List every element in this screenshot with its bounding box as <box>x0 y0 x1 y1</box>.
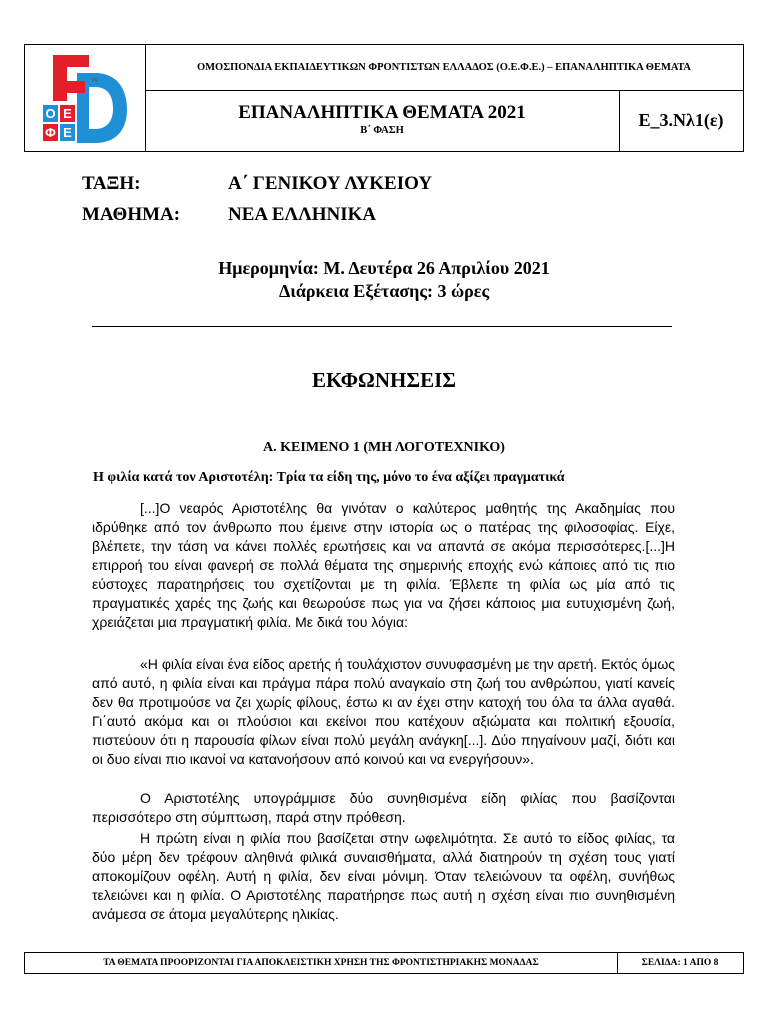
logo-letter-f: Φ <box>45 125 56 140</box>
organization-name: ΟΜΟΣΠΟΝΔΙΑ ΕΚΠΑΙΔΕΥΤΙΚΩΝ ΦΡΟΝΤΙΣΤΩΝ ΕΛΛΑΔΟΣ (Ο.Ε.Φ.Ε.) – ΕΠΑΝΑΛΗΠΤΙΚΑ ΘΕΜΑΤΑ <box>145 45 743 91</box>
oefe-logo <box>43 51 129 145</box>
text-heading: Α. ΚΕΙΜΕΝΟ 1 (ΜΗ ΛΟΓΟΤΕΧΝΙΚΟ) <box>263 440 505 455</box>
class-label: ΤΑΞΗ: <box>82 173 141 194</box>
page-number: ΣΕΛΙΔΑ: 1 ΑΠΟ 8 <box>641 958 719 968</box>
footer-notice: ΤΑ ΘΕΜΑΤΑ ΠΡΟΟΡΙΖΟΝΤΑΙ ΓΙΑ ΑΠΟΚΛΕΙΣΤΙΚΗ ΧΡΗΣΗ ΤΗΣ ΦΡΟΝΤΙΣΤΗΡΙΑΚΗΣ ΜΟΝΑΔΑΣ <box>25 953 618 973</box>
paragraph-1: [...]Ο νεαρός Αριστοτέλης θα γινόταν ο καλύτερος μαθητής της Ακαδημίας που ιδρύθηκε από τον άνθρωπο που έμεινε στην ιστορία ως ο πατέρας της φιλοσοφίας. Είχε, βλέπετε, την τάση να κάνει πολλές ερωτήσεις και να απαντά σε ακόμα περισσότερες.[...]Η επιρροή του είναι φανερή σε πολλά θέματα της σημερινής εποχής ενώ κάποιες από τις πιο εύστοχες παρατηρήσεις του σχετίζονται με τη φιλία. Έβλεπε τη φιλία ως μία από τις πραγματικές χαρές της ζωής και θεωρούσε πως για να ζήσει κάποιος μια ευτυχισμένη ζωή, χρειάζεται μια πραγματική φιλία. Με δικά του λόγια: <box>92 500 675 630</box>
paragraph-4: Η πρώτη είναι η φιλία που βασίζεται στην ωφελιμότητα. Σε αυτό το είδος φιλίας, τα δύο μέρη δεν τρέφουν αληθινά φιλικά συναισθήματα, αλλά διατηρούν τη σχέση τους γιατί αποκομίζουν οφέλη. Αυτή η φιλία, δεν είναι μόνιμη. Όταν τελειώνουν τα οφέλη, συνήθως τελειώνει και η φιλία. Ο Αριστοτέλης παρατήρησε πως αυτή η σχέση είναι πιο συνηθισμένη ανάμεσα σε άτομα μεγαλύτερης ηλικίας. <box>92 830 675 922</box>
logo-trademark: TM <box>91 78 99 84</box>
class-line <box>82 173 432 195</box>
logo-letter-e1: Ε <box>63 106 72 121</box>
document-header <box>24 44 744 152</box>
article-title: Η φιλία κατά τον Αριστοτέλη: Τρία τα είδη της, μόνο το ένα αξίζει πραγματικά <box>93 470 565 485</box>
paragraph-3: Ο Αριστοτέλης υπογράμμισε δύο συνηθισμένα είδη φιλίας που βασίζονται περισσότερο στη σύμπτωση, παρά στην πρόθεση. <box>92 790 675 825</box>
exam-duration: Διάρκεια Εξέτασης: 3 ώρες <box>278 281 490 301</box>
exam-phase: Β΄ ΦΑΣΗ <box>360 125 404 136</box>
title-cell <box>145 90 620 151</box>
logo-letter-e2: Ε <box>63 125 72 140</box>
class-value: Α΄ ΓΕΝΙΚΟΥ ΛΥΚΕΙΟΥ <box>228 173 433 194</box>
subject-line <box>82 204 376 226</box>
logo-cell <box>25 45 146 151</box>
section-title: ΕΚΦΩΝΗΣΕΙΣ <box>311 368 457 392</box>
logo-letter-o: Ο <box>45 106 56 121</box>
document-footer <box>24 952 744 974</box>
exam-title: ΕΠΑΝΑΛΗΠΤΙΚΑ ΘΕΜΑΤΑ 2021 <box>238 102 526 123</box>
subject-value: ΝΕΑ ΕΛΛΗΝΙΚΑ <box>228 204 377 225</box>
subject-label: ΜΑΘΗΜΑ: <box>82 204 181 225</box>
exam-code: Ε_3.Νλ1(ε) <box>638 110 724 130</box>
separator-line <box>92 326 672 327</box>
exam-date: Ημερομηνία: Μ. Δευτέρα 26 Απριλίου 2021 <box>218 258 550 278</box>
paragraph-2: «Η φιλία είναι ένα είδος αρετής ή τουλάχιστον συνυφασμένη με την αρετή. Εκτός όμως από αυτό, η φιλία είναι και πράγμα πάρα πολύ αναγκαίο στη ζωή του ανθρώπου, γιατί κανείς δεν θα προτιμούσε να ζει χωρίς φίλους, έστω κι αν έχει στην κατοχή του όλα τα άλλα αγαθά. Γι΄αυτό ακόμα και οι πλούσιοι και εκείνοι που κατέχουν αξιώματα και πολιτική εξουσία, πιστεύουν ότι η παρουσία φίλων είναι πολύ μεγάλη ανάγκη[...]. Δύο πηγαίνουν μαζί, διότι και οι δυο είναι πιο ικανοί να κατανοήσουν από κοινού και να ενεργήσουν». <box>92 656 675 767</box>
